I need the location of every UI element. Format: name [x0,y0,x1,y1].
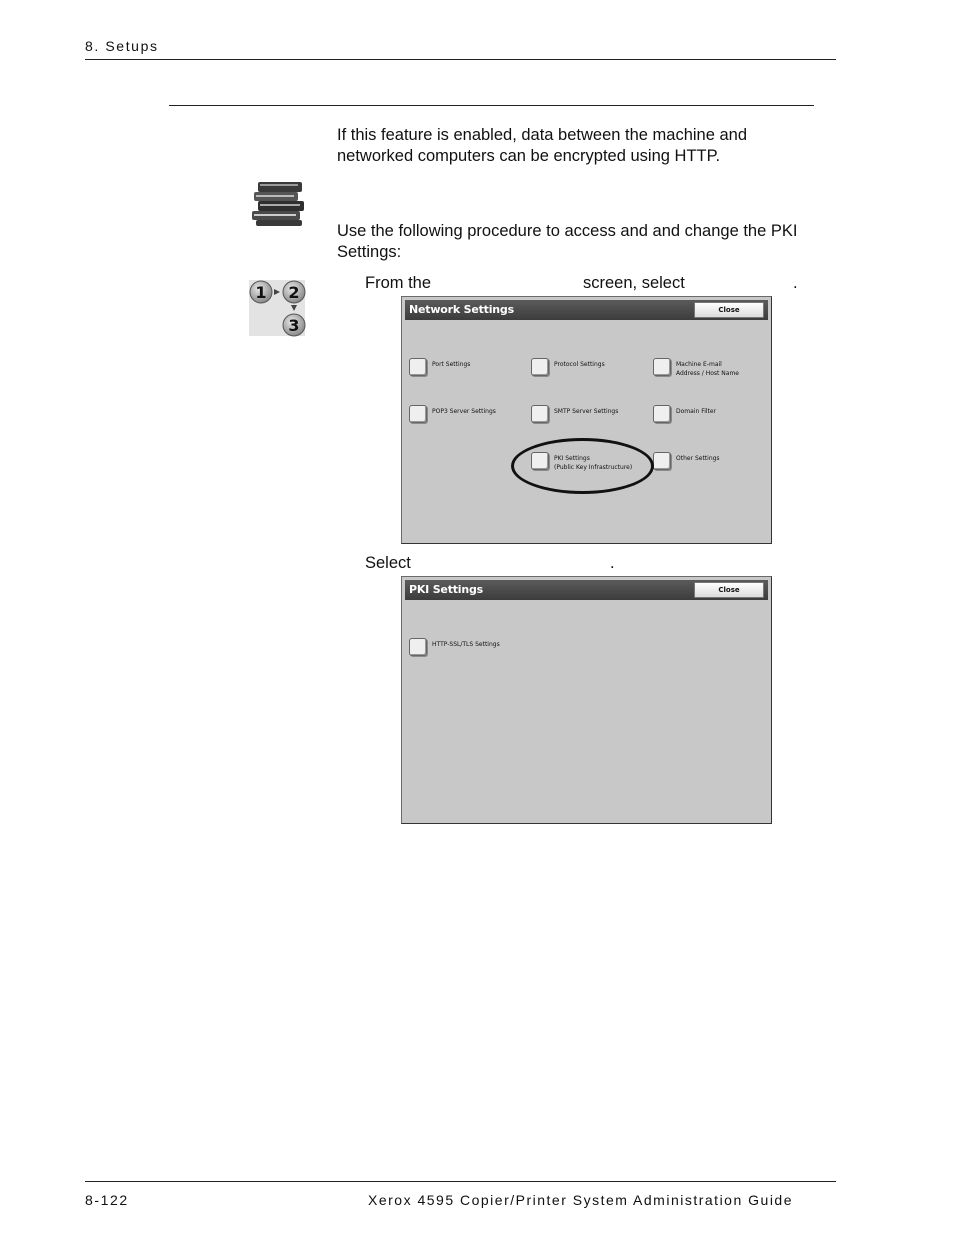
svg-text:3: 3 [288,316,300,335]
network-settings-screen [401,296,772,544]
step-2-text-end: . [610,554,615,572]
guide-title: Xerox 4595 Copier/Printer System Administration Guide [368,1192,793,1208]
highlight-circle [511,438,654,494]
option-checkbox[interactable] [653,405,671,423]
option-checkbox[interactable] [409,638,427,656]
option-checkbox[interactable] [531,405,549,423]
svg-text:1: 1 [255,283,267,302]
option-checkbox[interactable] [653,452,671,470]
header-rule [85,59,836,60]
intro-paragraph [337,125,747,167]
http-ssl-tls-settings-label: HTTP-SSL/TLS Settings [432,641,500,648]
page-number: 8-122 [85,1192,129,1208]
step-1-text-middle: screen, select [583,274,685,292]
close-button[interactable]: Close [694,302,764,318]
network-settings-title: Network Settings [409,303,514,316]
protocol-settings-label: Protocol Settings [554,361,605,368]
pki-settings-label-line-1: PKI Settings [554,455,590,462]
intro-line-2: networked computers can be encrypted using HTTP. [337,147,721,165]
smtp-server-settings-label: SMTP Server Settings [554,408,619,415]
option-checkbox[interactable] [409,405,427,423]
network-settings-titlebar [405,300,768,320]
procedure-paragraph [337,221,797,263]
procedure-line-2: Settings: [337,243,402,261]
machine-email-label-line-1: Machine E-mail [676,361,722,368]
step-2-text-start: Select [365,554,411,572]
procedure-line-1: Use the following procedure to access and and change the PKI [337,222,798,240]
port-settings-label: Port Settings [432,361,471,368]
domain-filter-label: Domain Filter [676,408,717,415]
numbered-steps-icon [247,278,311,340]
other-settings-label: Other Settings [676,455,720,462]
machine-email-label-line-2: Address / Host Name [676,370,739,377]
pki-settings-screen [401,576,772,824]
section-header: 8. Setups [85,38,159,54]
option-checkbox[interactable] [653,358,671,376]
option-checkbox[interactable] [531,358,549,376]
pki-settings-title: PKI Settings [409,583,484,596]
pki-settings-titlebar [405,580,768,600]
books-stack-icon [248,180,308,228]
pki-settings-label-line-2: (Public Key Infrastructure) [554,464,633,471]
section-rule [169,105,814,106]
intro-line-1: If this feature is enabled, data between the machine and [337,126,748,144]
step-1-text-start: From the [365,274,432,292]
svg-text:2: 2 [288,283,300,302]
option-checkbox[interactable] [409,358,427,376]
close-button[interactable]: Close [694,582,764,598]
machine-email-label [676,360,739,378]
step-1-text-end: . [793,274,798,292]
footer-rule [85,1181,836,1182]
pop3-server-settings-label: POP3 Server Settings [432,408,496,415]
